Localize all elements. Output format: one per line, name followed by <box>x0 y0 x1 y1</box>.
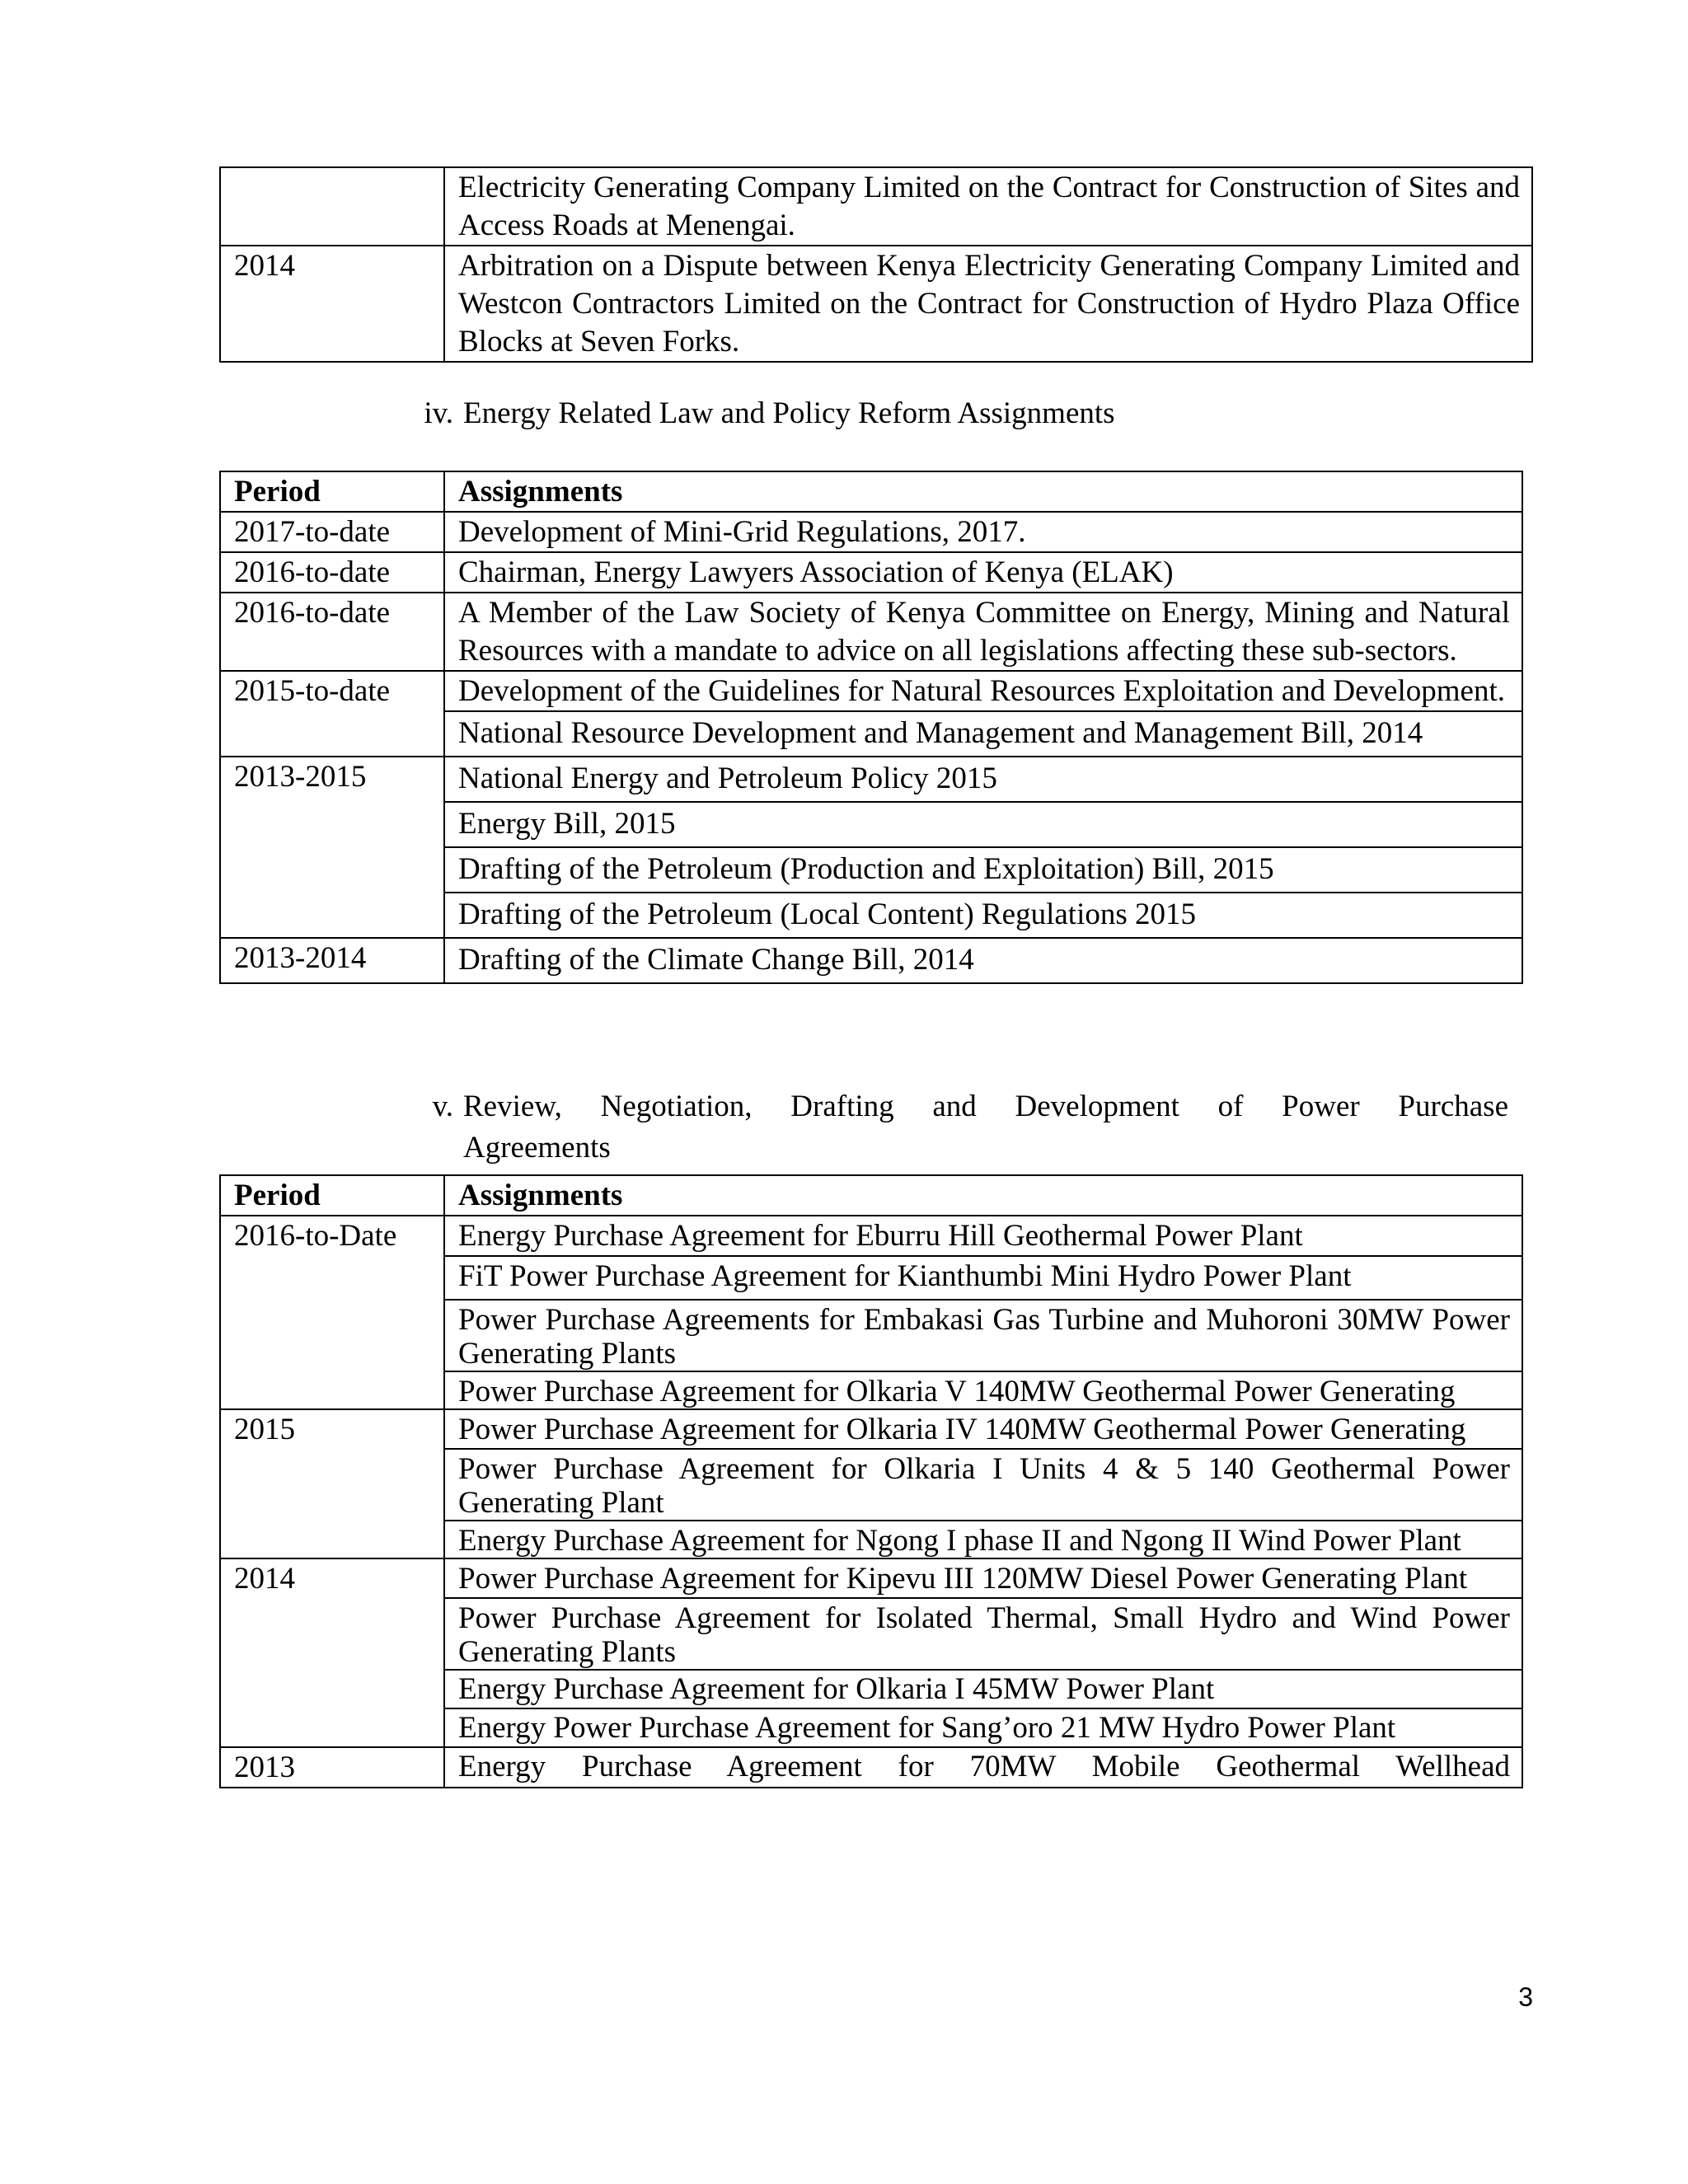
period-cell <box>220 1256 444 1300</box>
assignment-cell: Energy Purchase Agreement for Eburru Hill Geothermal Power Plant <box>444 1216 1522 1256</box>
period-cell <box>220 1521 444 1558</box>
assignment-cell: Power Purchase Agreement for Kipevu III 120MW Diesel Power Generating Plant <box>444 1558 1522 1598</box>
section-title-line-2: Agreements <box>463 1131 611 1165</box>
assignment-cell: Energy Purchase Agreement for Olkaria I 45MW Power Plant <box>444 1670 1522 1708</box>
header-assignments: Assignments <box>444 471 1522 512</box>
assignment-cell: National Resource Development and Management and Management Bill, 2014 <box>444 711 1522 757</box>
period-cell <box>220 167 444 246</box>
table-law-policy-assignments <box>219 471 1523 984</box>
section-numeral: iv. <box>424 396 453 430</box>
assignment-cell: Electricity Generating Company Limited on the Contract for Construction of Sites and Access Roads at Menengai. <box>444 167 1532 246</box>
table-row <box>220 757 1522 802</box>
table-header-row <box>220 1175 1522 1216</box>
table-row <box>220 802 1522 847</box>
section-title-line-1: Review, Negotiation, Drafting and Development of Power Purchase <box>463 1090 1508 1123</box>
table-row <box>220 1449 1522 1521</box>
assignment-cell: National Energy and Petroleum Policy 2015 <box>444 757 1522 802</box>
assignment-cell: Energy Bill, 2015 <box>444 802 1522 847</box>
assignment-cell: Drafting of the Climate Change Bill, 2014 <box>444 938 1522 983</box>
assignment-cell: Energy Purchase Agreement for 70MW Mobile Geothermal Wellhead <box>444 1747 1522 1788</box>
assignment-cell: Arbitration on a Dispute between Kenya Electricity Generating Company Limited and Westcon Contractors Limited on the Contract for Construction of Hydro Plaza Office Blocks at Seven Forks. <box>444 246 1532 362</box>
assignment-cell: Power Purchase Agreement for Isolated Thermal, Small Hydro and Wind Power Generating Plants <box>444 1598 1522 1670</box>
assignment-cell: Development of the Guidelines for Natural Resources Exploitation and Development. <box>444 671 1522 711</box>
table-row <box>220 1558 1522 1598</box>
period-cell: 2016-to-Date <box>220 1216 444 1256</box>
period-cell <box>220 847 444 893</box>
period-cell <box>220 1708 444 1747</box>
table-row <box>220 1747 1522 1788</box>
period-cell <box>220 1300 444 1371</box>
assignment-cell: Power Purchase Agreement for Olkaria V 140MW Geothermal Power Generating <box>444 1371 1522 1409</box>
assignment-cell: Energy Power Purchase Agreement for Sang’oro 21 MW Hydro Power Plant <box>444 1708 1522 1747</box>
page-number: 3 <box>1518 1982 1533 2012</box>
assignment-cell: Power Purchase Agreement for Olkaria I Units 4 & 5 140 Geothermal Power Generating Plant <box>444 1449 1522 1521</box>
assignment-cell: Chairman, Energy Lawyers Association of Kenya (ELAK) <box>444 552 1522 593</box>
period-cell <box>220 711 444 757</box>
table-row <box>220 1300 1522 1371</box>
period-cell: 2016-to-date <box>220 552 444 593</box>
assignment-cell: A Member of the Law Society of Kenya Committee on Energy, Mining and Natural Resources with a mandate to advice on all legislations affecting these sub-sectors. <box>444 593 1522 671</box>
assignment-cell: Power Purchase Agreements for Embakasi Gas Turbine and Muhoroni 30MW Power Generating Plants <box>444 1300 1522 1371</box>
table-row <box>220 938 1522 983</box>
table-row <box>220 1409 1522 1449</box>
assignment-cell: FiT Power Purchase Agreement for Kianthumbi Mini Hydro Power Plant <box>444 1256 1522 1300</box>
period-cell <box>220 1449 444 1521</box>
period-cell <box>220 1598 444 1670</box>
assignment-cell: Energy Purchase Agreement for Ngong I phase II and Ngong II Wind Power Plant <box>444 1521 1522 1558</box>
period-cell: 2016-to-date <box>220 593 444 671</box>
table-row <box>220 512 1522 552</box>
table-row <box>220 1371 1522 1409</box>
table-row <box>220 1670 1522 1708</box>
table-header-row <box>220 471 1522 512</box>
table-row <box>220 1256 1522 1300</box>
table-row <box>220 893 1522 938</box>
table-row <box>220 671 1522 711</box>
table-row <box>220 552 1522 593</box>
assignment-cell: Drafting of the Petroleum (Production and Exploitation) Bill, 2015 <box>444 847 1522 893</box>
table-ppa-assignments <box>219 1174 1523 1788</box>
table-row <box>220 1708 1522 1747</box>
table-row <box>220 246 1532 362</box>
header-period: Period <box>220 1175 444 1216</box>
table-row <box>220 711 1522 757</box>
header-assignments: Assignments <box>444 1175 1522 1216</box>
period-cell: 2013-2015 <box>220 757 444 802</box>
table-row <box>220 167 1532 246</box>
period-cell <box>220 1670 444 1708</box>
section-title: Energy Related Law and Policy Reform Assignments <box>463 396 1115 430</box>
table-row <box>220 1216 1522 1256</box>
period-cell: 2014 <box>220 1558 444 1598</box>
period-cell <box>220 1371 444 1409</box>
period-cell: 2013-2014 <box>220 938 444 983</box>
assignment-cell: Power Purchase Agreement for Olkaria IV 140MW Geothermal Power Generating <box>444 1409 1522 1449</box>
table-row <box>220 593 1522 671</box>
assignment-cell: Drafting of the Petroleum (Local Content) Regulations 2015 <box>444 893 1522 938</box>
table-row <box>220 1598 1522 1670</box>
header-period: Period <box>220 471 444 512</box>
table-arbitration-continued <box>219 166 1533 363</box>
period-cell: 2013 <box>220 1747 444 1788</box>
period-cell: 2014 <box>220 246 444 362</box>
period-cell <box>220 893 444 938</box>
assignment-cell: Development of Mini-Grid Regulations, 2017. <box>444 512 1522 552</box>
period-cell: 2015 <box>220 1409 444 1449</box>
period-cell: 2017-to-date <box>220 512 444 552</box>
table-row <box>220 847 1522 893</box>
period-cell: 2015-to-date <box>220 671 444 711</box>
table-row <box>220 1521 1522 1558</box>
section-numeral: v. <box>432 1090 453 1123</box>
period-cell <box>220 802 444 847</box>
